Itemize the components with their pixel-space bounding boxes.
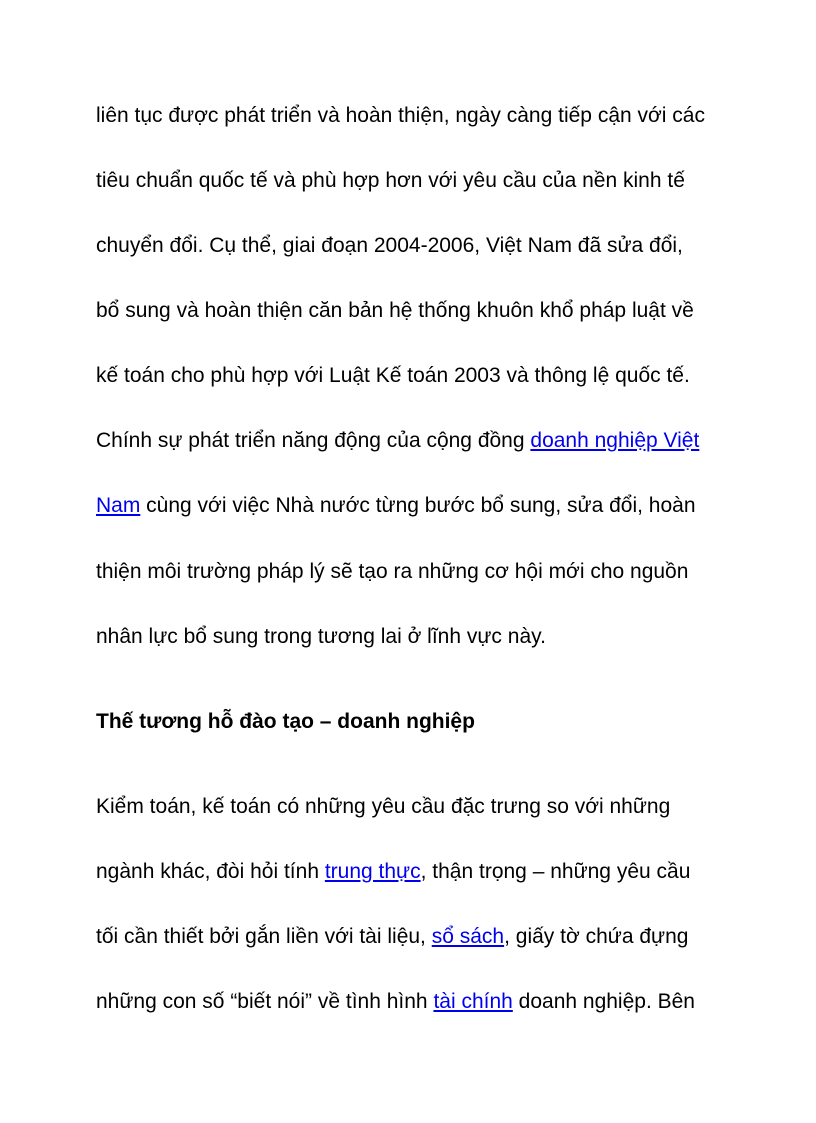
paragraph-1-line-7-text: cùng với việc Nhà nước từng bước bổ sung, sửa đổi, hoàn xyxy=(140,494,696,517)
paragraph-2-line-2-text-a: ngành khác, đòi hỏi tính xyxy=(96,860,325,883)
paragraph-1-line-6 xyxy=(96,429,699,453)
paragraph-1-line-2: tiêu chuẩn quốc tế và phù hợp hơn với yêu cầu của nền kinh tế xyxy=(96,169,685,192)
link-doanh-nghiep-viet-nam-continued[interactable]: Nam xyxy=(96,494,141,517)
paragraph-1-line-1: liên tục được phát triển và hoàn thiện, ngày càng tiếp cận với các xyxy=(96,104,705,127)
paragraph-2-line-3 xyxy=(96,925,688,949)
paragraph-2-line-2 xyxy=(96,860,690,884)
paragraph-1-line-5: kế toán cho phù hợp với Luật Kế toán 2003 và thông lệ quốc tế. xyxy=(96,364,690,387)
link-trung-thuc[interactable]: trung thực xyxy=(324,860,421,883)
paragraph-2-line-3-text-a: tối cần thiết bởi gắn liền với tài liệu, xyxy=(96,925,432,948)
paragraph-1-line-4: bổ sung và hoàn thiện căn bản hệ thống khuôn khổ pháp luật về xyxy=(96,299,694,322)
paragraph-2-line-2-text-b: , thận trọng – những yêu cầu xyxy=(420,860,691,883)
paragraph-1-line-3: chuyển đổi. Cụ thể, giai đoạn 2004-2006, Việt Nam đã sửa đổi, xyxy=(96,234,683,257)
paragraph-1-line-9: nhân lực bổ sung trong tương lai ở lĩnh vực này. xyxy=(96,625,546,648)
link-tai-chinh[interactable]: tài chính xyxy=(433,990,513,1013)
link-doanh-nghiep-viet-nam[interactable]: doanh nghiệp Việt xyxy=(530,429,700,452)
paragraph-1-line-6-text: Chính sự phát triển năng động của cộng đồng xyxy=(96,429,531,452)
paragraph-2-line-4-text-b: doanh nghiệp. Bên xyxy=(512,990,695,1013)
link-so-sach[interactable]: sổ sách xyxy=(431,925,505,948)
section-heading: Thế tương hỗ đào tạo – doanh nghiệp xyxy=(96,710,475,733)
paragraph-1-line-8: thiện môi trường pháp lý sẽ tạo ra những cơ hội mới cho nguồn xyxy=(96,560,689,583)
paragraph-2-line-4-text-a: những con số “biết nói” về tình hình xyxy=(96,990,434,1013)
paragraph-2-line-1: Kiểm toán, kế toán có những yêu cầu đặc trưng so với những xyxy=(96,795,671,818)
paragraph-2-line-3-text-b: , giấy tờ chứa đựng xyxy=(504,925,689,948)
paragraph-2-line-4 xyxy=(96,990,695,1014)
paragraph-1-line-7 xyxy=(96,494,696,518)
